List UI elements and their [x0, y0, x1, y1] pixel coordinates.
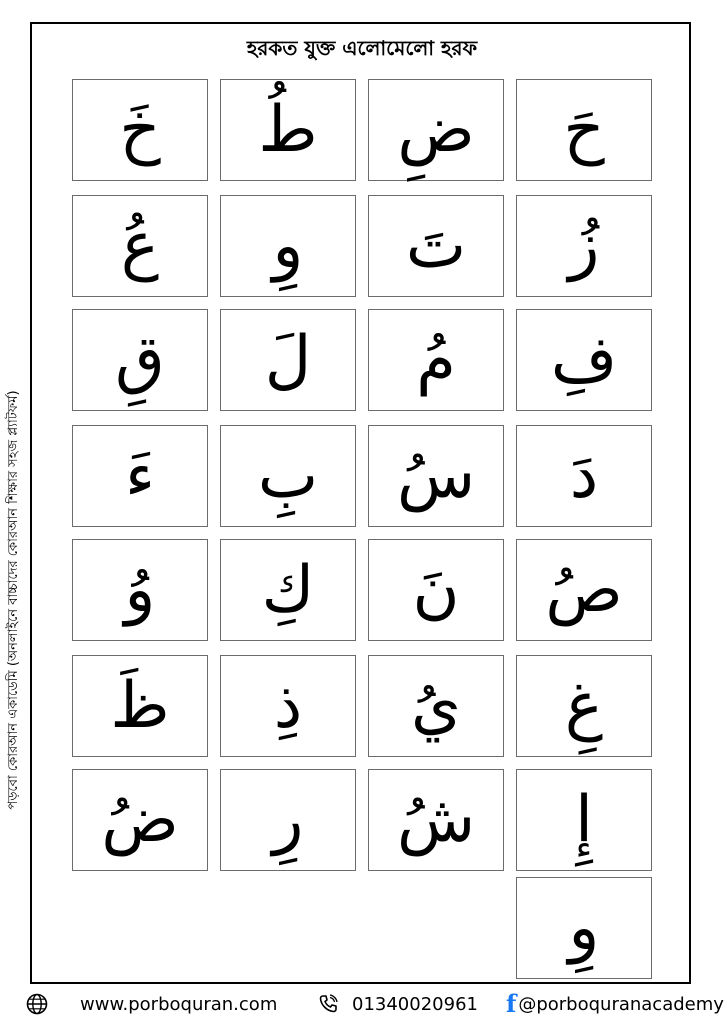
footer-website[interactable]	[26, 990, 277, 1018]
letter-card	[516, 195, 652, 297]
letter-glyph: وِ	[568, 891, 600, 965]
phone-icon	[318, 994, 338, 1014]
letter-glyph: فِ	[550, 323, 618, 397]
letter-card	[220, 425, 356, 527]
letter-glyph: وُ	[124, 553, 156, 627]
letter-glyph: ضُ	[101, 783, 179, 857]
facebook-icon: f	[506, 989, 517, 1018]
side-caption: পড়বো কোরআন একাডেমি (অনলাইনে বাচ্চাদের কোরআন শিক্ষার সহজ প্ল্যাটফর্ম)	[6, 390, 21, 810]
globe-icon	[26, 993, 48, 1015]
letter-card	[368, 539, 504, 641]
letter-card	[220, 539, 356, 641]
letter-glyph: عُ	[120, 209, 160, 283]
letter-card	[368, 769, 504, 871]
letter-card	[516, 539, 652, 641]
letter-card	[368, 655, 504, 757]
letter-glyph: شُ	[396, 783, 476, 857]
letter-card	[368, 195, 504, 297]
letter-glyph: قِ	[115, 323, 165, 397]
letter-glyph: وِ	[272, 209, 304, 283]
letter-glyph: إِ	[575, 783, 593, 857]
letter-glyph: صُ	[545, 553, 623, 627]
letter-card	[516, 655, 652, 757]
letter-card	[516, 309, 652, 411]
letter-glyph: ءَ	[124, 439, 156, 513]
letter-glyph: ذِ	[273, 669, 303, 743]
letter-card	[72, 539, 208, 641]
letter-card	[220, 655, 356, 757]
letter-glyph: دَ	[569, 439, 599, 513]
letter-glyph: ضِ	[397, 93, 475, 167]
website-text: www.porboquran.com	[80, 993, 278, 1015]
letter-card	[220, 79, 356, 181]
letter-glyph: خَ	[119, 93, 161, 167]
letter-card	[220, 195, 356, 297]
letter-card	[368, 425, 504, 527]
letter-glyph: تَ	[405, 209, 467, 283]
letter-glyph: زُ	[568, 209, 600, 283]
letter-glyph: يُ	[410, 669, 462, 743]
letter-glyph: بِ	[257, 439, 319, 513]
letter-glyph: كِ	[261, 553, 315, 627]
letter-glyph: لَ	[264, 323, 312, 397]
footer-phone[interactable]	[318, 990, 478, 1018]
letter-card	[516, 877, 652, 979]
letter-card	[516, 425, 652, 527]
letter-glyph: حَ	[563, 93, 605, 167]
letter-glyph: مُ	[416, 323, 456, 397]
letter-glyph: طُ	[258, 93, 318, 167]
letter-card	[516, 769, 652, 871]
letter-card	[72, 79, 208, 181]
letter-card	[368, 309, 504, 411]
letter-card	[516, 79, 652, 181]
letter-glyph: ظَ	[110, 669, 170, 743]
letter-card	[72, 769, 208, 871]
letter-glyph: رِ	[272, 783, 304, 857]
facebook-text: @porboquranacademy	[518, 993, 724, 1015]
phone-text: 01340020961	[352, 993, 478, 1015]
letter-card	[72, 655, 208, 757]
letter-card	[368, 79, 504, 181]
footer-facebook[interactable]	[506, 990, 724, 1018]
letter-card	[72, 425, 208, 527]
letter-card	[72, 309, 208, 411]
letter-glyph: نَ	[412, 553, 460, 627]
letter-card	[220, 769, 356, 871]
letter-glyph: سُ	[396, 439, 476, 513]
letter-glyph: غِ	[564, 669, 604, 743]
letter-card	[72, 195, 208, 297]
letter-card	[220, 309, 356, 411]
page-title: হরকত যুক্ত এলোমেলো হরফ	[246, 36, 478, 60]
